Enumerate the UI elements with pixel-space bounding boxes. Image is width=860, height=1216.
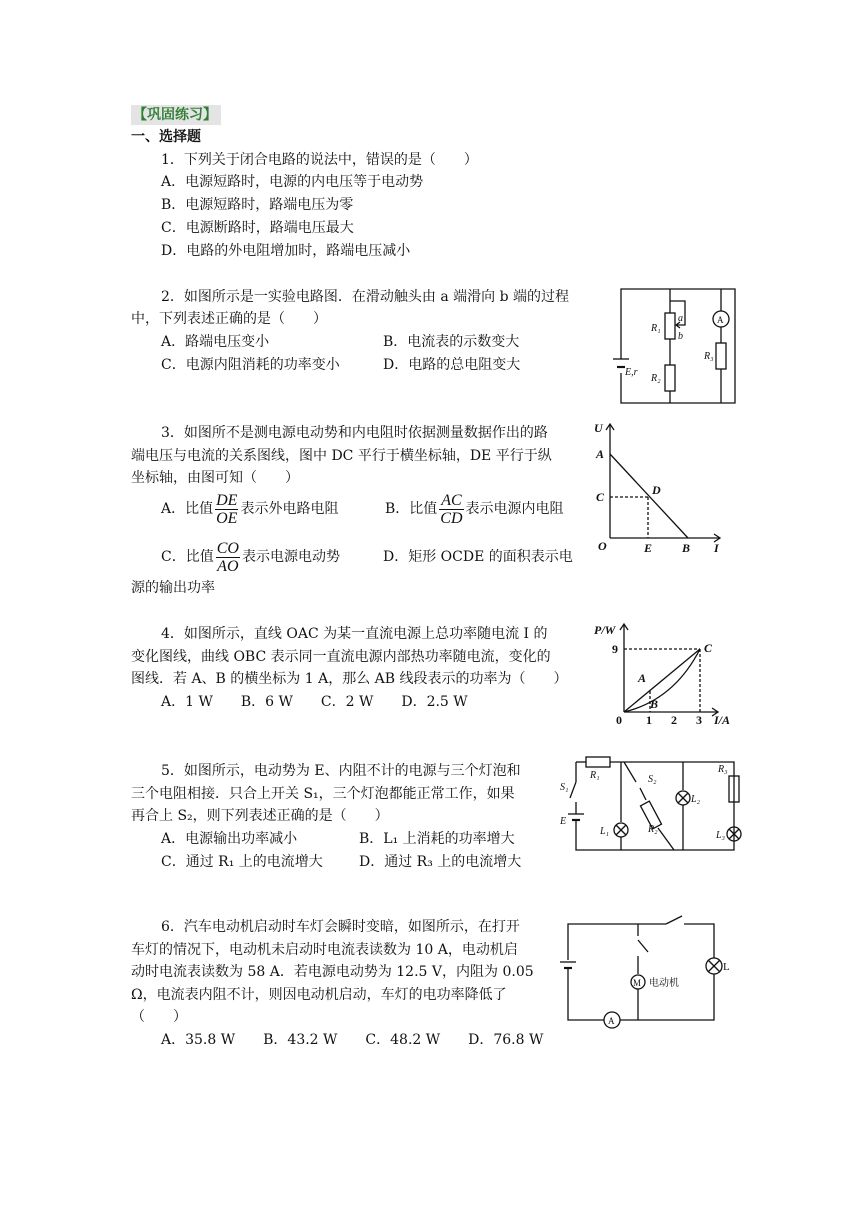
q3-option-a-post: 表示外电路电阻 [240,501,339,517]
q6-ammeter-label: A [608,1016,615,1026]
q3-axis-i: I [714,541,719,555]
q4-tick-3: 3 [696,713,702,727]
q5-option-d: D．通过 R₃ 上的电流增大 [359,854,522,870]
q3-fraction-ac-cd [439,492,463,527]
q5-option-a: A．电源输出功率减小 [161,831,298,847]
q6-lamp-label: L [723,961,730,973]
q4-x-label: I/A [714,713,731,727]
q2-option-d: D．电路的总电阻变大 [383,357,521,373]
q6-line3: 动时电流表读数为 58 A．若电源电动势为 12.5 V，内阻为 0.05 [131,964,534,980]
q6-motor-label: 电动机 [649,978,679,989]
q2-a-label: a [678,313,683,324]
q2-source-label: E,r [625,367,638,378]
q5-r2-label: R₂ [648,824,658,835]
q3-frac-den: OE [216,509,238,527]
q3-option-d: D．矩形 OCDE 的面积表示电 [383,549,573,565]
q2-option-a: A．路端电压变小 [161,334,270,350]
q3-line1: 3．如图所不是测电源电动势和内电阻时依据测量数据作出的路 [161,425,548,441]
q2-r1-label: R₁ [651,323,661,334]
q3-option-b [385,490,564,528]
q4-line1: 4．如图所示，直线 OAC 为某一直流电源上总功率随电流 I 的 [161,626,548,642]
q4-point-a: A [638,671,647,685]
q3-frac-num: DE [216,491,238,509]
q6-circuit-figure [556,908,728,1036]
q1-option-b: B．电源短路时，路端电压为零 [161,197,354,213]
q1-option-d: D．电路的外电阻增加时，路端电压减小 [161,243,411,259]
q5-option-c: C．通过 R₁ 上的电流增大 [161,854,323,870]
q3-line3: 坐标轴，由图可知（ ） [131,470,299,486]
q6-line5: （ ） [131,1009,187,1025]
q4-tick-2: 2 [671,713,677,727]
q4-tick-9: 9 [612,642,618,656]
q3-origin: O [598,539,607,553]
q1-option-c: C．电源断路时，路端电压最大 [161,220,354,236]
q3-tail: 源的输出功率 [131,580,215,596]
q3-option-a-pre: A．比值 [161,501,214,517]
q3-option-a [161,490,338,528]
q3-point-b: B [682,541,691,555]
q6-line2: 车灯的情况下，电动机未启动时电流表读数为 10 A，电动机启 [131,942,518,958]
q2-r3-label: R₃ [704,351,714,362]
q4-line3: 图线．若 A、B 的横坐标为 1 A，那么 AB 线段表示的功率为（ ） [131,671,568,687]
q2-option-b: B．电流表的示数变大 [383,334,520,350]
q4-tick-1: 1 [646,713,652,727]
q2-circuit-figure [613,285,743,407]
q5-s2-label: S₂ [648,774,657,785]
q6-motor-symbol: M [633,978,642,988]
q3-axis-u: U [594,421,603,435]
q5-e-label: E [560,816,567,827]
q3-point-e: E [644,541,653,555]
q2-r2-label: R₂ [651,373,661,384]
q3-frac-num: AC [441,491,462,509]
q1-option-a: A．电源短路时，电源的内电压等于电动势 [161,174,424,190]
q3-point-c: C [596,490,605,504]
q4-point-b: B [650,697,659,711]
q3-option-c-post: 表示电源电动势 [241,549,340,565]
q5-r1-label: R₁ [590,770,600,781]
q5-r3-label: R₃ [718,764,728,775]
section-title: 【巩固练习】 [131,105,221,125]
q3-frac-num: CO [216,539,239,557]
q1-stem: 1．下列关于闭合电路的说法中，错误的是（ ） [161,152,478,168]
q4-options: A．1 W B．6 W C．2 W D．2.5 W [161,694,468,710]
q3-line2: 端电压与电流的关系图线，图中 DC 平行于横坐标轴，DE 平行于纵 [131,448,552,464]
q3-frac-den: AO [217,557,239,575]
q6-line4: Ω，电流表内阻不计，则因电动机启动，车灯的电功率降低了 [131,987,507,1003]
q6-line1: 6．汽车电动机启动时车灯会瞬时变暗，如图所示，在打开 [161,919,520,935]
q5-s1-label: S₁ [560,782,569,793]
q2-line2: 中，下列表述正确的是（ ） [131,311,327,327]
q2-option-c: C．电源内阻消耗的功率变小 [161,357,340,373]
q5-line1: 5．如图所示，电动势为 E、内阻不计的电源与三个灯泡和 [161,763,521,779]
q3-frac-den: CD [440,509,463,527]
q3-fraction-de-oe [215,492,238,527]
q4-y-label: P/W [594,623,616,637]
q5-l3-label: L₃ [716,830,726,841]
q4-line2: 变化图线，曲线 OBC 表示同一直流电源内部热功率随电流，变化的 [131,649,551,665]
q3-point-a: A [596,447,605,461]
q4-tick-0: 0 [616,713,622,727]
q5-l1-label: L₁ [600,826,610,837]
q2-b-label: b [678,331,683,342]
q3-point-d: D [652,483,661,497]
q3-ui-graph [592,418,732,556]
q5-option-b: B．L₁ 上消耗的功率增大 [359,831,515,847]
q4-power-graph [594,620,736,728]
q3-option-b-post: 表示电源内电阻 [465,501,564,517]
q5-circuit-figure [558,752,744,854]
q5-line2: 三个电阻相接．只合上开关 S₁，三个灯泡都能正常工作，如果 [131,786,515,802]
q3-option-b-pre: B．比值 [385,501,438,517]
q5-line3: 再合上 S₂，则下列表述正确的是（ ） [131,808,389,824]
part-title: 一、选择题 [131,129,201,145]
q3-option-c [161,538,340,576]
q5-l2-label: L₂ [691,794,701,805]
q4-point-c: C [704,641,713,655]
q3-fraction-co-ao [216,540,240,575]
q2-line1: 2．如图所示是一实验电路图．在滑动触头由 a 端滑向 b 端的过程 [161,289,570,305]
q6-options: A．35.8 W B．43.2 W C．48.2 W D．76.8 W [161,1032,544,1048]
q2-ammeter-label: A [717,315,724,325]
q3-option-c-pre: C．比值 [161,549,214,565]
